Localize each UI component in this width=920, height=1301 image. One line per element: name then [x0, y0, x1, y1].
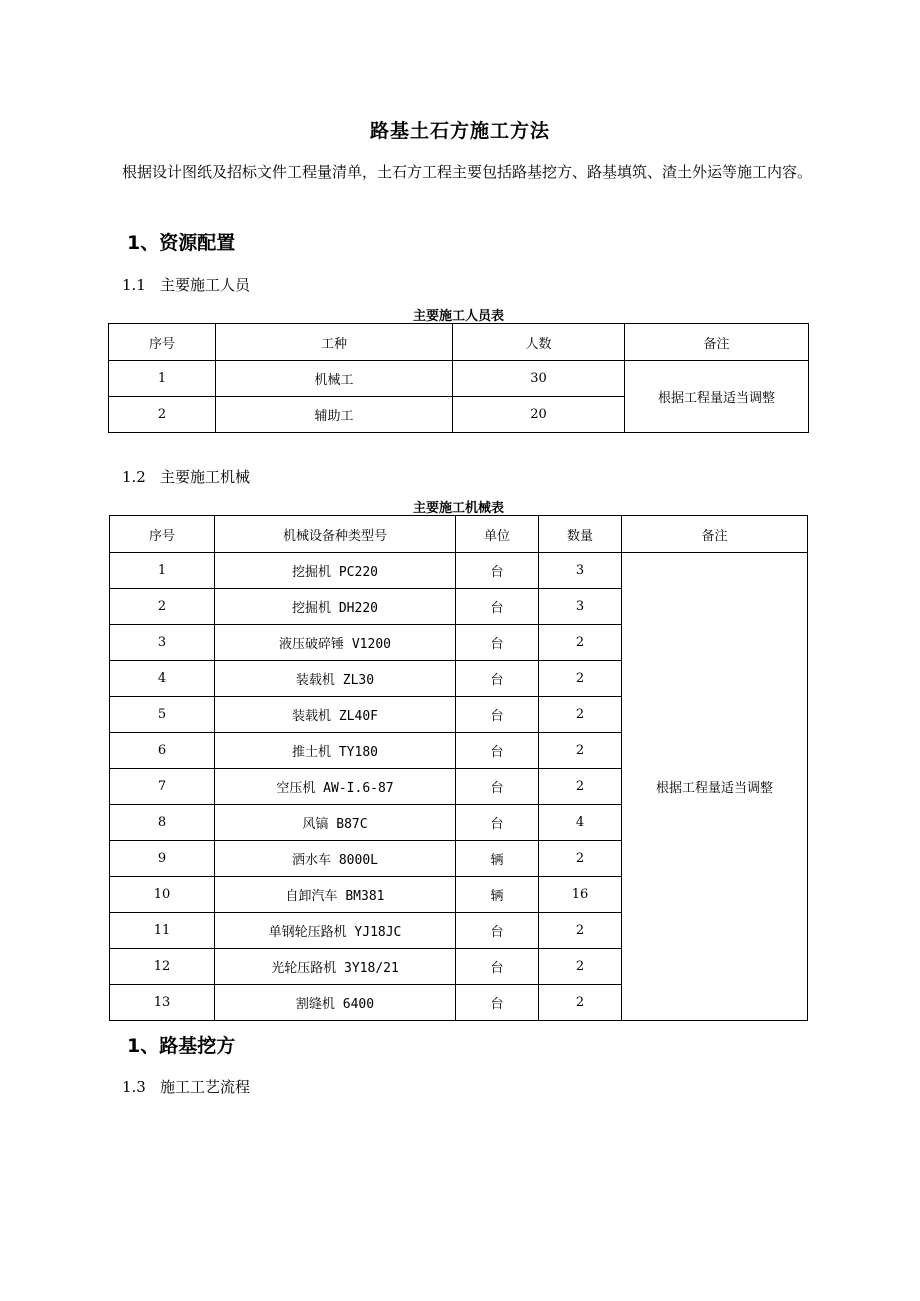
machine-name: 挖掘机 PC220	[215, 553, 456, 589]
machine-qty: 3	[539, 589, 622, 625]
subheading-text: 施工工艺流程	[160, 1078, 251, 1096]
machine-unit: 台	[456, 661, 539, 697]
section-heading-resources: 1、资源配置	[127, 232, 236, 254]
machine-unit: 台	[456, 697, 539, 733]
machine-name: 装载机 ZL30	[215, 661, 456, 697]
subheading-personnel	[122, 274, 250, 295]
header-cell: 工种	[216, 324, 453, 361]
machine-unit: 台	[456, 589, 539, 625]
intro-paragraph: 根据设计图纸及招标文件工程量清单，土石方工程主要包括路基挖方、路基填筑、渣土外运等施工内容。	[122, 163, 813, 181]
table-row	[109, 361, 809, 397]
header-cell: 序号	[110, 516, 215, 553]
worker-count: 30	[453, 361, 625, 397]
machine-table	[109, 515, 808, 1021]
document-title: 路基土石方施工方法	[369, 120, 550, 142]
header-cell: 序号	[109, 324, 216, 361]
row-number: 2	[109, 397, 216, 433]
row-number: 12	[110, 949, 215, 985]
worker-type: 辅助工	[216, 397, 453, 433]
table-row	[110, 553, 808, 589]
row-number: 13	[110, 985, 215, 1021]
worker-count: 20	[453, 397, 625, 433]
machine-name: 光轮压路机 3Y18/21	[215, 949, 456, 985]
worker-type: 机械工	[216, 361, 453, 397]
machine-unit: 台	[456, 553, 539, 589]
machine-name: 空压机 AW-I.6-87	[215, 769, 456, 805]
header-cell: 机械设备种类型号	[215, 516, 456, 553]
subheading-process	[122, 1076, 250, 1097]
machine-unit: 辆	[456, 841, 539, 877]
machine-qty: 2	[539, 769, 622, 805]
machine-name: 装载机 ZL40F	[215, 697, 456, 733]
machine-qty: 3	[539, 553, 622, 589]
machine-name: 洒水车 8000L	[215, 841, 456, 877]
machine-unit: 台	[456, 913, 539, 949]
remark-cell: 根据工程量适当调整	[622, 553, 808, 1021]
header-cell: 备注	[622, 516, 808, 553]
personnel-table-caption: 主要施工人员表	[412, 309, 504, 324]
machine-qty: 2	[539, 625, 622, 661]
row-number: 6	[110, 733, 215, 769]
machine-name: 风镐 B87C	[215, 805, 456, 841]
row-number: 1	[109, 361, 216, 397]
machine-qty: 2	[539, 733, 622, 769]
machine-unit: 台	[456, 733, 539, 769]
header-cell: 人数	[453, 324, 625, 361]
machine-qty: 2	[539, 913, 622, 949]
section-heading-excavation: 1、路基挖方	[127, 1035, 236, 1057]
subheading-number: 1.3	[122, 1078, 146, 1096]
header-cell: 数量	[539, 516, 622, 553]
row-number: 2	[110, 589, 215, 625]
machine-name: 挖掘机 DH220	[215, 589, 456, 625]
machine-qty: 2	[539, 697, 622, 733]
subheading-text: 主要施工人员	[160, 276, 251, 294]
machine-name: 自卸汽车 BM381	[215, 877, 456, 913]
machine-unit: 辆	[456, 877, 539, 913]
header-cell: 单位	[456, 516, 539, 553]
machine-unit: 台	[456, 769, 539, 805]
machine-name: 割缝机 6400	[215, 985, 456, 1021]
subheading-machinery	[122, 466, 250, 487]
machine-qty: 4	[539, 805, 622, 841]
row-number: 4	[110, 661, 215, 697]
subheading-text: 主要施工机械	[160, 468, 251, 486]
row-number: 9	[110, 841, 215, 877]
table-header-row	[110, 516, 808, 553]
row-number: 1	[110, 553, 215, 589]
remark-cell: 根据工程量适当调整	[625, 361, 809, 433]
subheading-number: 1.2	[122, 468, 146, 486]
machine-qty: 2	[539, 985, 622, 1021]
row-number: 10	[110, 877, 215, 913]
machine-unit: 台	[456, 985, 539, 1021]
subheading-number: 1.1	[122, 276, 146, 294]
row-number: 8	[110, 805, 215, 841]
row-number: 3	[110, 625, 215, 661]
row-number: 7	[110, 769, 215, 805]
row-number: 5	[110, 697, 215, 733]
machine-table-caption: 主要施工机械表	[412, 501, 504, 516]
personnel-table	[108, 323, 809, 433]
header-cell: 备注	[625, 324, 809, 361]
machine-qty: 2	[539, 949, 622, 985]
machine-qty: 2	[539, 841, 622, 877]
row-number: 11	[110, 913, 215, 949]
table-header-row	[109, 324, 809, 361]
machine-name: 单钢轮压路机 YJ18JC	[215, 913, 456, 949]
machine-name: 推土机 TY180	[215, 733, 456, 769]
machine-qty: 2	[539, 661, 622, 697]
machine-unit: 台	[456, 625, 539, 661]
machine-name: 液压破碎锤 V1200	[215, 625, 456, 661]
machine-qty: 16	[539, 877, 622, 913]
machine-unit: 台	[456, 949, 539, 985]
machine-unit: 台	[456, 805, 539, 841]
